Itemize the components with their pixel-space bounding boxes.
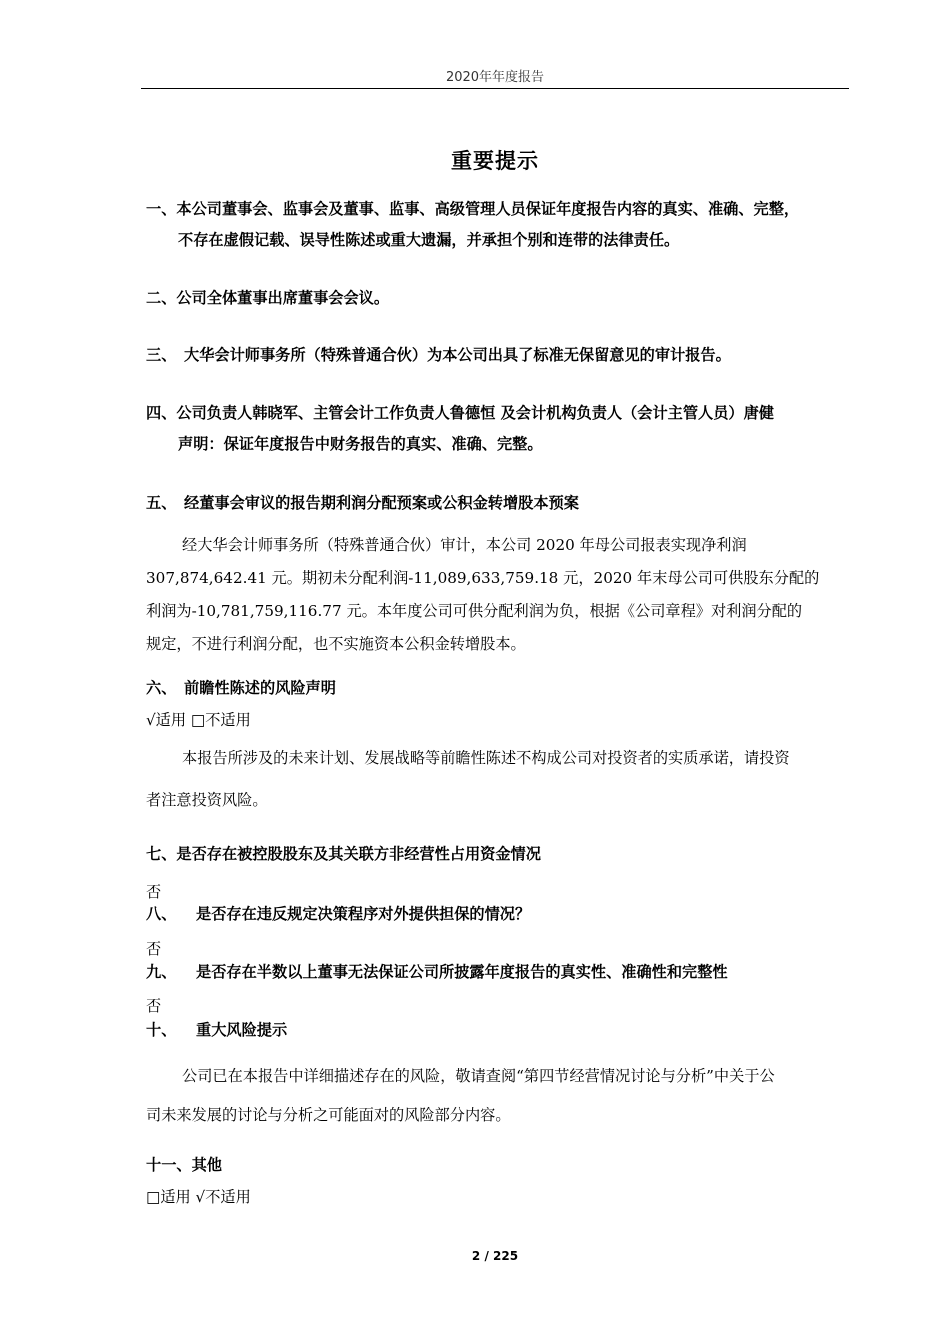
section-3-number: 三、 [146, 346, 177, 364]
section-10-title: 重大风险提示 [196, 1021, 288, 1039]
section-3-text: 大华会计师事务所（特殊普通合伙）为本公司出具了标准无保留意见的审计报告。 [184, 346, 731, 364]
section-8-answer: 否 [146, 940, 162, 958]
section-9-heading [146, 961, 728, 982]
section-1-line-1: 一、本公司董事会、监事会及董事、监事、高级管理人员保证年度报告内容的真实、准确、完整， [146, 200, 800, 218]
section-5-paragraph-line-3: 利润为-10,781,759,116.77 元。本年度公司可供分配利润为负，根据《公司章程》对利润分配的 [146, 602, 803, 620]
section-5-heading [146, 492, 579, 513]
section-11-applicability: □适用 √不适用 [146, 1188, 251, 1206]
section-1-line-2: 不存在虚假记载、误导性陈述或重大遗漏，并承担个别和连带的法律责任。 [178, 231, 680, 249]
section-6-applicability: √适用 □不适用 [146, 711, 251, 729]
section-5-paragraph-line-4: 规定，不进行利润分配，也不实施资本公积金转增股本。 [146, 635, 526, 653]
section-6-title: 前瞻性陈述的风险声明 [184, 679, 336, 697]
section-3 [146, 344, 731, 365]
section-10-paragraph-line-1: 公司已在本报告中详细描述存在的风险，敬请查阅“第四节经营情况讨论与分析”中关于公 [182, 1067, 775, 1085]
section-9-title: 是否存在半数以上董事无法保证公司所披露年度报告的真实性、准确性和完整性 [196, 963, 728, 981]
section-10-heading [146, 1019, 287, 1040]
section-5-paragraph-line-2: 307,874,642.41 元。期初未分配利润-11,089,633,759.18 元，2020 年末母公司可供股东分配的 [146, 569, 820, 587]
section-5-paragraph-line-1: 经大华会计师事务所（特殊普通合伙）审计，本公司 2020 年母公司报表实现净利润 [182, 536, 747, 554]
section-9-answer: 否 [146, 997, 162, 1015]
page-number: 2 / 225 [471, 1249, 519, 1263]
section-6-paragraph-line-2: 者注意投资风险。 [146, 791, 268, 809]
section-6-paragraph-line-1: 本报告所涉及的未来计划、发展战略等前瞻性陈述不构成公司对投资者的实质承诺，请投资 [182, 749, 790, 767]
section-5-number: 五、 [146, 494, 177, 512]
section-6-number: 六、 [146, 679, 177, 697]
section-4-line-1: 四、公司负责人韩晓军、主管会计工作负责人鲁德恒 及会计机构负责人（会计主管人员）唐健 [146, 404, 774, 422]
section-2-text: 二、公司全体董事出席董事会会议。 [146, 289, 389, 307]
section-8-heading [146, 903, 530, 924]
section-10-number: 十、 [146, 1021, 177, 1039]
section-4-line-2: 声明：保证年度报告中财务报告的真实、准确、完整。 [178, 435, 543, 453]
section-8-number: 八、 [146, 905, 177, 923]
section-6-heading [146, 677, 336, 698]
document-title: 重要提示 [451, 149, 539, 173]
header-divider [141, 88, 849, 89]
section-5-title: 经董事会审议的报告期利润分配预案或公积金转增股本预案 [184, 494, 579, 512]
section-11-heading: 十一、其他 [146, 1156, 222, 1174]
section-8-title: 是否存在违反规定决策程序对外提供担保的情况？ [196, 905, 531, 923]
header-title: 2020年年度报告 [445, 70, 545, 85]
section-10-paragraph-line-2: 司未来发展的讨论与分析之可能面对的风险部分内容。 [146, 1106, 511, 1124]
section-7-heading: 七、是否存在被控股股东及其关联方非经营性占用资金情况 [146, 845, 541, 863]
section-9-number: 九、 [146, 963, 177, 981]
section-7-answer: 否 [146, 883, 162, 901]
